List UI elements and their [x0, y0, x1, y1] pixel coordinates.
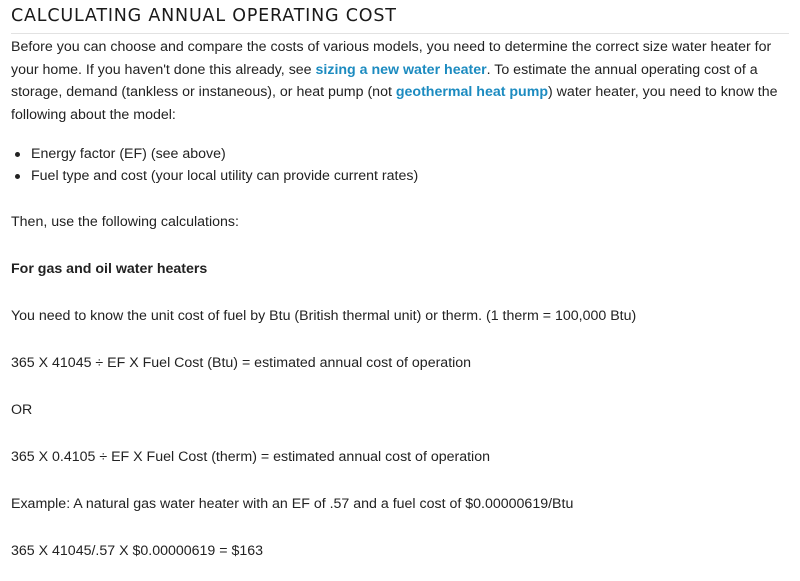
- list-item: [11, 165, 418, 187]
- then-text: Then, use the following calculations:: [11, 214, 239, 230]
- list-item-text: Fuel type and cost (your local utility can provide current rates): [31, 168, 419, 184]
- intro-paragraph: [11, 36, 789, 126]
- intro-text-1: Before you can choose and compare the costs of various models, you need to determine the correct size water heater for your home. If you haven't done this already, see: [11, 39, 772, 78]
- geothermal-heat-pump-link[interactable]: geothermal heat pump: [395, 84, 549, 100]
- list-item: [11, 143, 418, 165]
- example-text: Example: A natural gas water heater with an EF of .57 and a fuel cost of $0.00000619/Btu: [11, 496, 574, 512]
- unit-cost-text: You need to know the unit cost of fuel by Btu (British thermal unit) or therm. (1 therm = 100,000 Btu): [11, 308, 637, 324]
- section-heading: CALCULATING ANNUAL OPERATING COST: [11, 6, 789, 34]
- bullet-icon: [15, 174, 20, 179]
- list-item-text: Energy factor (EF) (see above): [31, 146, 226, 162]
- or-text: OR: [11, 402, 33, 418]
- formula-btu: 365 X 41045 ÷ EF X Fuel Cost (Btu) = estimated annual cost of operation: [11, 355, 472, 371]
- formula-therm: 365 X 0.4105 ÷ EF X Fuel Cost (therm) = estimated annual cost of operation: [11, 449, 490, 465]
- intro-text-3: ) water heater, you need to know the following about the model:: [11, 84, 778, 123]
- gas-oil-heading: For gas and oil water heaters: [11, 261, 208, 277]
- bullet-icon: [15, 152, 20, 157]
- requirements-list: [11, 143, 418, 187]
- example-calculation: 365 X 41045/.57 X $0.00000619 = $163: [11, 543, 264, 559]
- sizing-water-heater-link[interactable]: sizing a new water heater: [315, 61, 487, 78]
- intro-text-2: . To estimate the annual operating cost of a storage, demand (tankless or instaneous), or heat pump (not: [11, 61, 758, 100]
